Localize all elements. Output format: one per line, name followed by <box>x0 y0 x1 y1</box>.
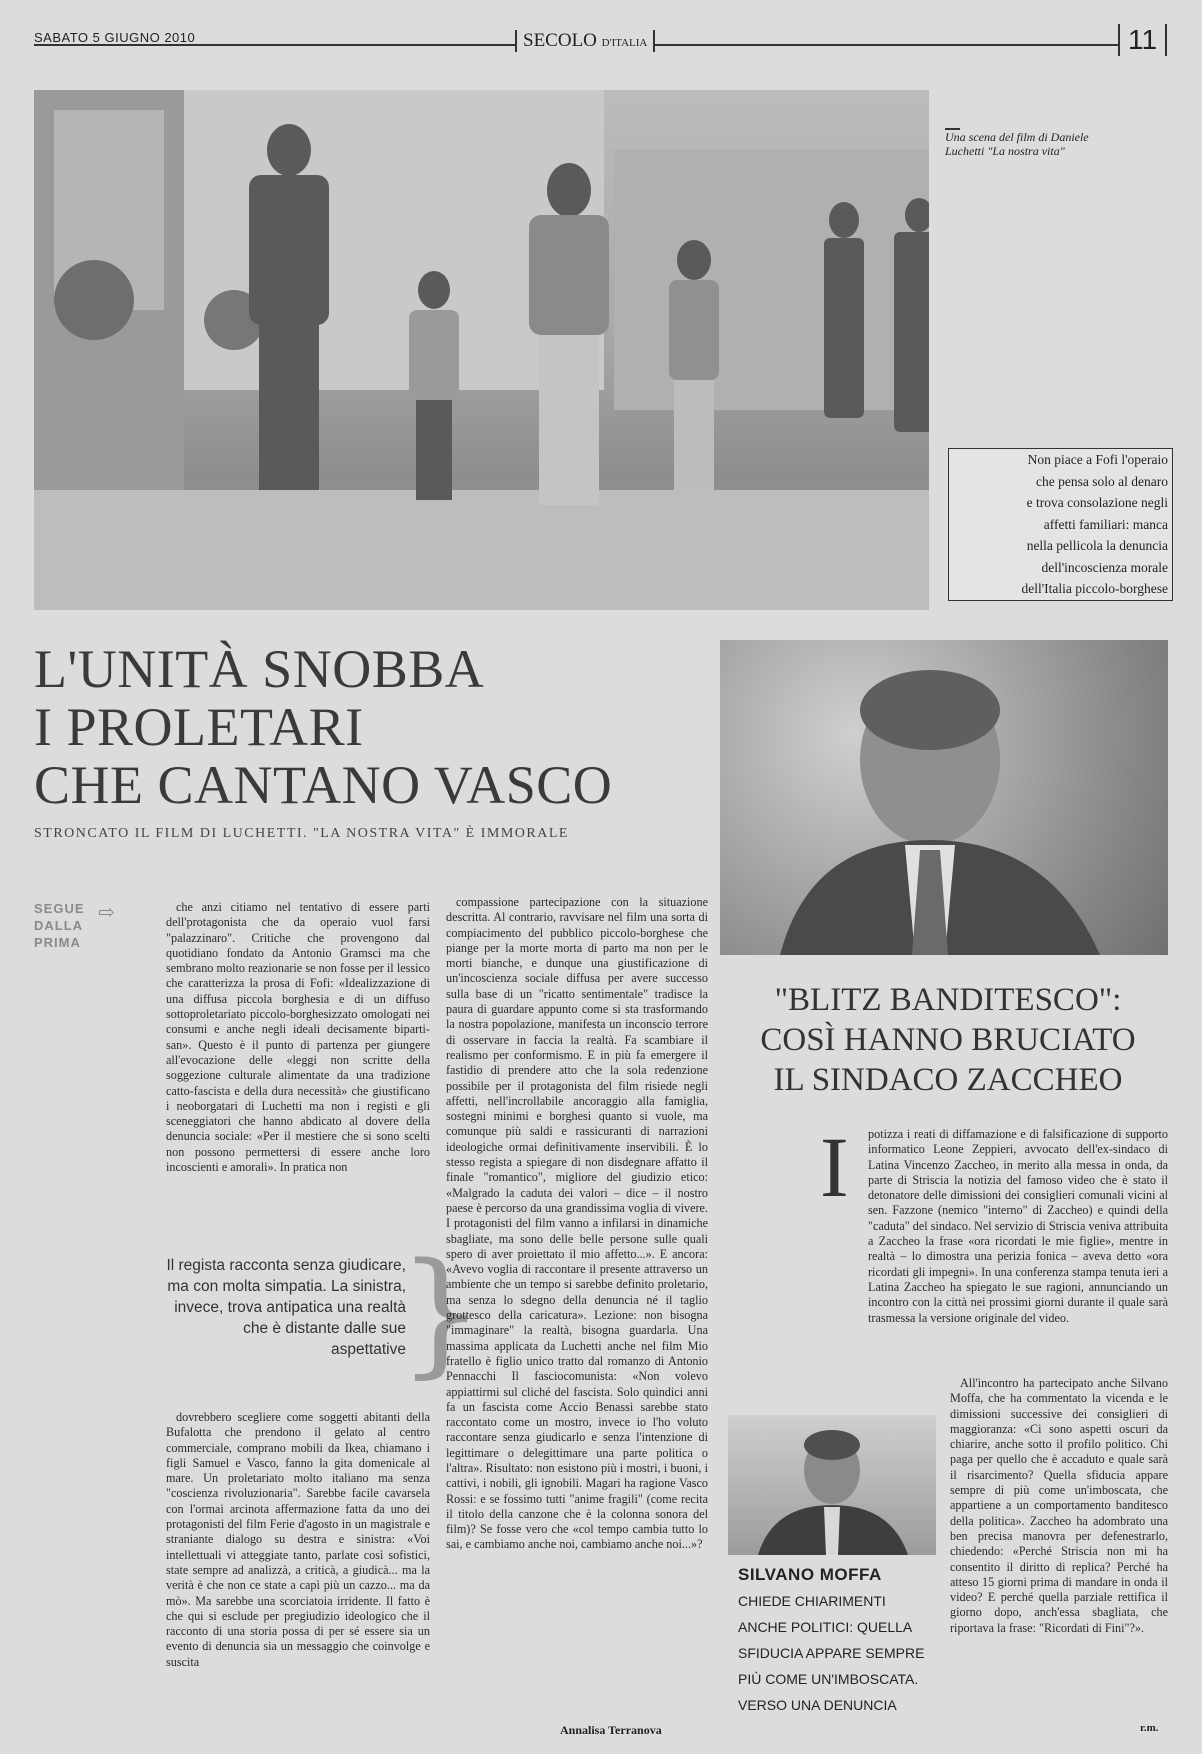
drop-cap: I <box>820 1119 849 1215</box>
sidebar-name: SILVANO MOFFA <box>738 1565 882 1584</box>
newspaper-title: SECOLO <box>523 30 597 51</box>
photo-caption: Una scena del film di Daniele Luchetti "La nostra vita" <box>945 130 1089 158</box>
moffa-photo <box>728 1415 936 1555</box>
sidebar-text <box>738 1588 938 1718</box>
article-paragraph: compassione partecipazione con la situazione descritta. Al contrario, ravvisare nel film una sorta di compiacimento del pubblico piccolo-borghese che piange per la morte morta di parto ma non per le morti bianche, e dunque una giustificazione di un'incoscienza sociale diffusa per avere successo sulla base di un "ricatto sentimentale" tradisce la paura di guardare appunto come si sta trasformando la nostra popolazione, manifesta un inconscio terrore di osservare in faccia la realtà. Fa scambiare il realismo per conformismo. E in più fa emergere il fastidio di prendere atto che la sola redenzione possibile per il protagonista del film risiede negli affetti, nell'incrollabile ancoraggio alla famiglia, sostegni minimi e borghesi quanto si vuole, ma comunque più saldi e rassicuranti di narrazioni ideologiche ormai definitivamente inservibili. È lo stesso regista a spiegare di non disdegnare affatto il finale "romantico", migliore del giudizio etico: «Malgrado la caduta dei valori – dice – il nostro paese è percorso da una grandissima voglia di vivere. I protagonisti del film vanno a infilarsi in dinamiche sbagliate, ma sono delle belle persone sulle quali spero di aver proiettato il mio affetto...». E ancora: «Avevo voglia di raccontare il presente attraverso un ambiente che un tempo si sarebbe definito proletario, ma senza lo sdegno della denuncia né il taglio grottesco della caricatura». Lezione: non bisogna "immaginare" la realtà, bisogna guardarla. Una massima applicata da Luchetti anche nel film Mio fratello è figlio unico tratto dal romanzo di Antonio Pennacchi Il fasciocomunista: «Non volevo appiattirmi sul cliché del fascista. Solo quindici anni fa un fascista come Accio Benassi sarebbe stato raccontato come un mostro, invece io l'ho voluto raccontare senza giudicarlo e senza l'intenzione di legittimare o delegittimare una parte politica o l'altra». Risultato: non esistono più i mostri, i buoni, i cattivi, i nobili, gli ignobili. Magari ha ragione Vasco Rossi: e se fossimo tutti "anime fragili" (come recita il titolo della canzone che è la colonna sonora del film)? Se fosse vero che «col tempo cambia tutto lo sai, e cambiamo anche noi, cambiamo anche noi...»? <box>446 895 708 1552</box>
man-portrait-illustration <box>720 640 1168 955</box>
pull-box-line: e trova consolazione negli <box>1026 495 1168 510</box>
pull-box-line: nella pellicola la denuncia <box>1026 538 1168 553</box>
author-signature: Annalisa Terranova <box>560 1723 662 1737</box>
side-headline <box>728 980 1168 1100</box>
main-headline <box>34 640 674 814</box>
pull-box-line: dell'incoscienza morale <box>1041 559 1168 575</box>
article-column-1 <box>166 900 430 1250</box>
family-walking-illustration <box>34 90 929 610</box>
newspaper-suffix: D'ITALIA <box>601 37 648 49</box>
pull-box <box>948 448 1173 601</box>
portrait-photo <box>720 640 1168 955</box>
film-scene-photo <box>34 90 929 610</box>
side-article-body <box>868 1127 1168 1372</box>
pull-box-line: Non piace a Fofi l'operaio <box>1027 452 1168 467</box>
newspaper-name <box>515 30 655 52</box>
pull-box-line: che pensa solo al denaro <box>1036 473 1168 489</box>
arrow-right-icon: ⇨ <box>98 902 115 924</box>
side-article-body-right <box>950 1376 1168 1716</box>
article-paragraph: All'incontro ha partecipato anche Silvano Moffa, che ha commentato la vicenda e le dimissioni successive dei consiglieri di maggioranza: «Ci sono aspetti oscuri da chiarire, anche sotto il profilo politico. Chi paga per quello che è accaduto e quale sarà il risarcimento? Quella sfiducia appare sempre di più come un'imboscata, che appartiene a un comportamento banditesco della politica». Zaccheo ha adombrato una ben precisa manovra per defenestrarlo, chiedendo: «Perché Striscia non mi ha consentito il diritto di replica? Perché ha atteso 15 giorni prima di mandare in onda il video? E perché quella parziale rettifica il giorno dopo, anch'essa sbagliata, che riportava la frase: "Ricordati di Fini"?». <box>950 1376 1168 1635</box>
sidebar-line: PIÙ COME UN'IMBOSCATA. <box>738 1671 919 1687</box>
brace-icon: } <box>398 1234 484 1391</box>
continued-word: SEGUE <box>34 901 85 916</box>
pull-box-line: dell'Italia piccolo-borghese <box>1021 581 1168 596</box>
headline-line: IL SINDACO ZACCHEO <box>773 1062 1123 1098</box>
article-column-2 <box>446 895 708 1725</box>
issue-date: SABATO 5 GIUGNO 2010 <box>34 30 196 45</box>
article-paragraph: che anzi citiamo nel tentativo di essere parti dell'protagonista che da operaio vuol farsi "palazzinaro". Critiche che provengono dal quotidiano fondato da Antonio Gramsci ma che sembrano molto reazionarie se non fosse per il lessico che caratterizza la prosa di Fofi: «Idealizzazione di una diffusa piccola borghesia e di un diffuso sottoproletariato piccolo-borghesizzato omologati nei consumi e anche negli ideali decisamente biparti-san». Questo è il punto di partenza per giungere all'evocazione delle «leggi non scritte della soggezione culturale alimentate da una tradizione catto-fascista e della dura necessità» che giustificano i neoborgatari di Luchetti ma non i registi e gli sceneggiatori che hanno abdicato al dovere della denuncia sociale: «Per il mestiere che si sono scelti non possono permettersi di essere anche loro incoscienti e amorali». In pratica non <box>166 900 430 1175</box>
headline-line: COSÌ HANNO BRUCIATO <box>760 1022 1136 1058</box>
page-number: 11 <box>1118 24 1167 56</box>
headline-line: CHE CANTANO VASCO <box>34 755 613 815</box>
sidebar-line: ANCHE POLITICI: QUELLA <box>738 1619 913 1635</box>
article-paragraph: dovrebbero scegliere come soggetti abitanti della Bufalotta che prendono il gelato al centro commerciale, comprano mobili da Ikea, chiamano i figli Samuel e Vasco, fanno la gita domenicale al mare. Un proletariato molto italiano ma senza "coscienza rivoluzionaria". Sarebbe facile cavarsela con l'ormai arcinota affermazione fatta da uno dei protagonisti del film Ferie d'agosto in un magistrale e straniante dialogo su destra e sinistra: «Voi intellettuali vi atteggiate tanto, parlate così sofistici, state sempre ad analizzà, a criticà, a giudicà... ma la verità è che non ce state a capì più un cazzo... ma da mò». Ma sarebbe una scorciatoia irridente. Il fatto è che qui si esclude per pregiudizio ideologico che il racconto di una storia possa di per sé essere sia un evento di denuncia sia un messaggio che coinvolge e suscita <box>166 1410 430 1669</box>
author-initials: r.m. <box>1140 1722 1159 1734</box>
article-column-1-bottom <box>166 1410 430 1750</box>
sidebar-line: SFIDUCIA APPARE SEMPRE <box>738 1645 925 1661</box>
sidebar-line: CHIEDE CHIARIMENTI <box>738 1593 886 1609</box>
headline-line: I PROLETARI <box>34 697 364 757</box>
moffa-portrait-illustration <box>728 1415 936 1555</box>
sidebar-line: VERSO UNA DENUNCIA <box>738 1697 897 1713</box>
continued-word: PRIMA <box>34 935 81 950</box>
headline-line: "BLITZ BANDITESCO": <box>774 982 1122 1018</box>
continued-word: DALLA <box>34 918 84 933</box>
pull-quote: Il regista racconta senza giudicare, ma con molta simpatia. La sinistra, invece, trova antipatica una realtà che è distante dalle sue aspettative <box>166 1257 406 1358</box>
main-subhead: STRONCATO IL FILM DI LUCHETTI. "LA NOSTRA VITA" È IMMORALE <box>34 826 569 841</box>
pull-box-line: affetti familiari: manca <box>1043 516 1168 532</box>
headline-line: L'UNITÀ SNOBBA <box>34 639 485 699</box>
article-paragraph: potizza i reati di diffamazione e di falsificazione di supporto informatico Leone Zeppieri, avvocato dell'ex-sindaco di Latina Vincenzo Zaccheo, in merito alla messa in onda, da parte di Striscia la notizia del famoso video che è stato il detonatore delle dimissioni dei consiglieri comunali vicini al sen. Fazzone (nemico "interno" di Zaccheo) e quindi della "caduta" del sindaco. Nel servizio di Striscia veniva attribuita a Zaccheo la frase «ora ricordati le mie figlie», mentre in realtà – lo dimostra una perizia fonica – aveva detto «ora ricordati gli impegni». In una conferenza stampa tenuta ieri a Latina Zaccheo ha spiegato le sue ragioni, annunciando un incontro con la città nei prossimi giorni durante il quale sarà trasmessa la versione originale del video. <box>868 1127 1168 1325</box>
